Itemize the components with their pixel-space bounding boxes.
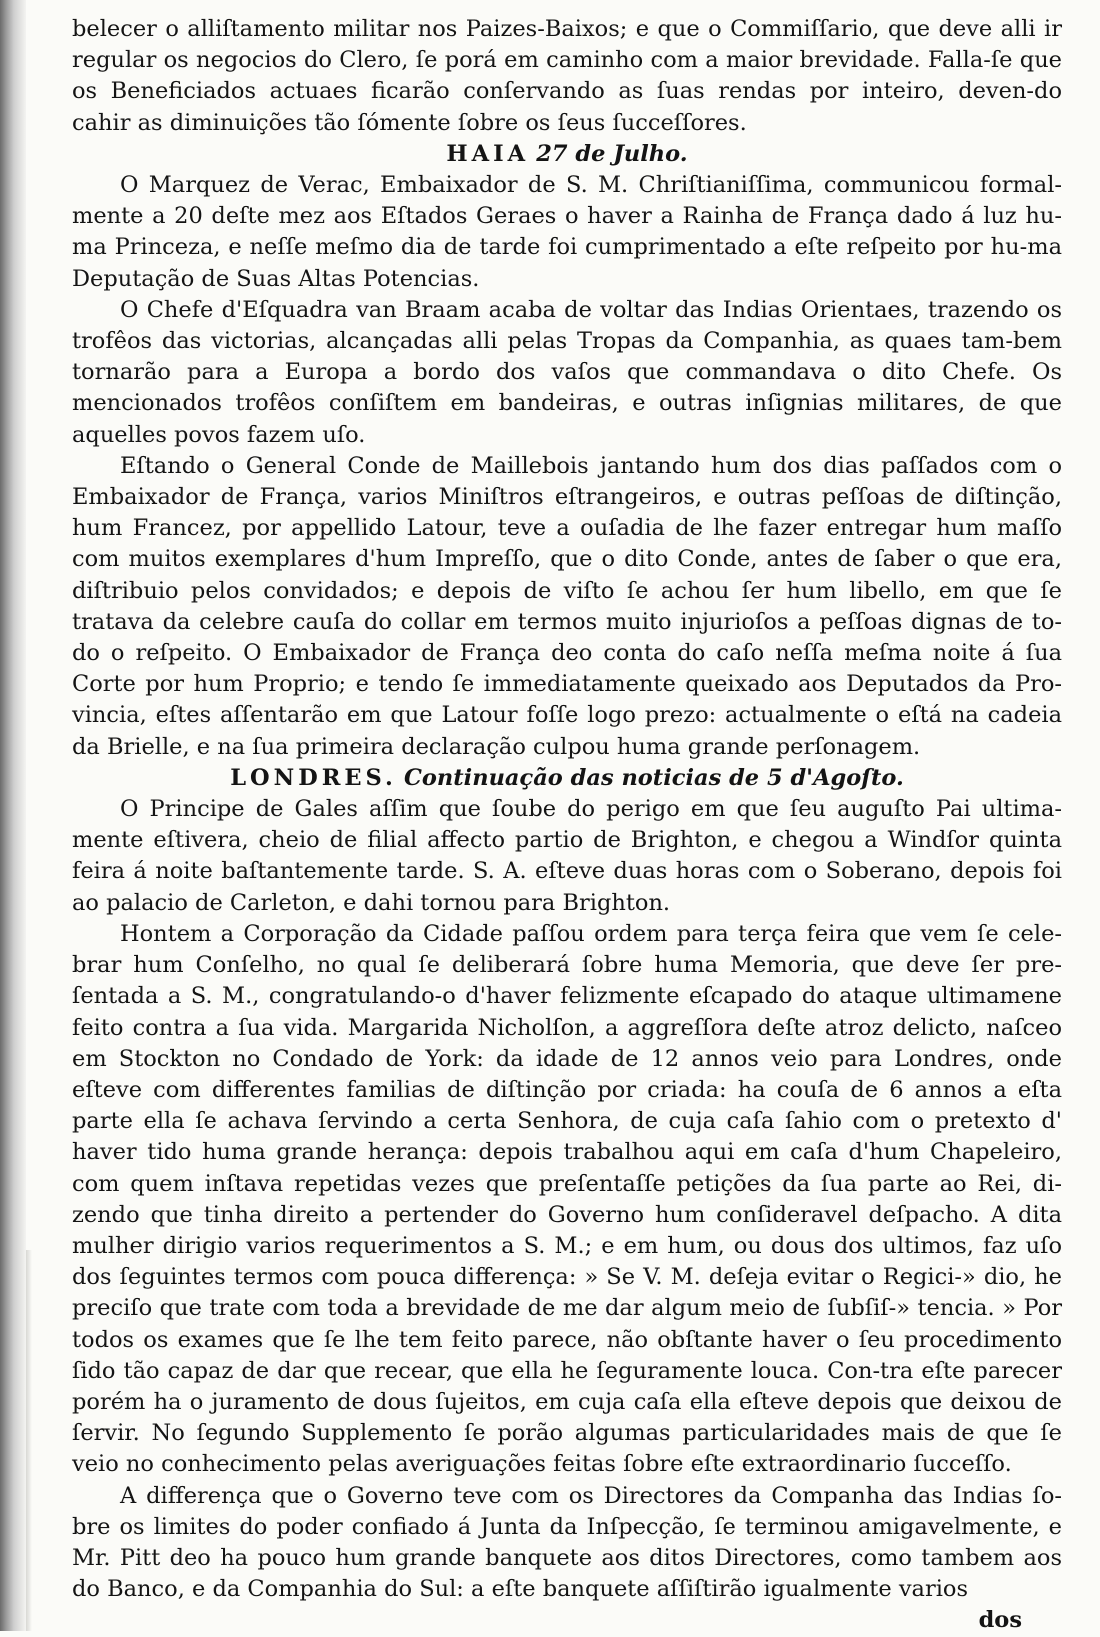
catchword: dos [978, 1607, 1022, 1634]
page-curl-shadow [26, 1250, 32, 1631]
dateline-city: HAIA [446, 140, 530, 167]
gazette-page [72, 14, 1062, 1637]
paragraph-van-braam: O Chefe d'Eſquadra van Braam acaba de voltar das Indias Orientaes, trazendo os trofêos das victorias, alcançadas alli pelas Tropas da Companhia, as quaes tam-bem tornarão para a Europa a bordo dos vaſos que commandava o dito Chefe. Os mencionados trofêos conſiſtem em bandeiras, e outras inſignias militares, de que aquelles povos fazem uſo. [72, 296, 1062, 448]
dateline-haia [72, 139, 1062, 170]
dateline-londres [72, 763, 1062, 794]
paragraph-continuation: belecer o alliſtamento militar nos Paizes-Baixos; e que o Commiſſario, que deve alli ir regular os negocios do Clero, ſe porá em caminho com a maior brevidade. Falla-ſe que os Beneficiados actuaes ficarão conſervando as ſuas rendas por inteiro, deven-do cahir as diminuições tão ſómente ſobre os ſeus ſucceſſores. [72, 16, 1062, 136]
page-binding-shadow [0, 0, 26, 1631]
paragraph-nicholson: Hontem a Corporação da Cidade paſſou ordem para terça feira que vem ſe cele-brar hum Conſelho, no qual ſe deliberará ſobre huma Memoria, que deve ſer pre-ſentada a S. M., congratulando-o d'haver felizmente eſcapado do ataque ultimamene feito contra a ſua vida. Margarida Nicholſon, a aggreſſora deſte atroz delicto, naſceo em Stockton no Condado de York: da idade de 12 annos veio para Londres, onde eſteve com differentes familias de diſtinção por criada: ha couſa de 6 annos a eſta parte ella ſe achava ſervindo a certa Senhora, de cuja caſa ſahio com o pretexto d' haver tido huma grande herança: depois trabalhou aqui em caſa d'hum Chapeleiro, com quem inſtava repetidas vezes que preſentaſſe petições da ſua parte ao Rei, di-zendo que tinha direito a pertender do Governo hum conſideravel deſpacho. A dita mulher dirigio varios requerimentos a S. M.; e em hum, ou dous dos ultimos, faz uſo dos ſeguintes termos com pouca differença: » Se V. M. deſeja evitar o Regici-» dio, he preciſo que trate com toda a brevidade de me dar algum meio de ſubſiſ-» tencia. » Por todos os exames que ſe lhe tem feito parece, não obſtante haver o ſeu procedimento ſido tão capaz de dar que recear, que ella he ſeguramente louca. Con-tra eſte parecer porém ha o juramento de dous ſujeitos, em cuja caſa ella eſteve depois que deixou de ſervir. No ſegundo Supplemento ſe porão algumas particularidades mais de que ſe veio no conhecimento pelas averiguações feitas ſobre eſte extraordinario ſucceſſo. [72, 920, 1062, 1478]
dateline-city: LONDRES. [230, 764, 397, 791]
paragraph-companhia-indias: A differença que o Governo teve com os Directores da Companha das Indias ſo-bre os limites do poder confiado á Junta da Inſpecção, ſe terminou amigavelmente, e Mr. Pitt deo ha pouco hum grande banquete aos ditos Directores, como tambem aos do Banco, e da Companhia do Sul: a eſte banquete aſſiſtirão igualmente varios [72, 1482, 1062, 1603]
paragraph-verac: O Marquez de Verac, Embaixador de S. M. Chriſtianiſſima, communicou formal-mente a 20 deſte mez aos Eſtados Geraes o haver a Rainha de França dado á luz hu-ma Princeza, e neſſe meſmo dia de tarde foi cumprimentado a eſte reſpeito por hu-ma Deputação de Suas Altas Potencias. [72, 172, 1062, 292]
paragraph-principe-gales: O Principe de Gales aſſim que ſoube do perigo em que ſeu auguſto Pai ultima-mente eſtivera, cheio de filial affecto partio de Brighton, e chegou a Windſor quinta feira á noite baſtantemente tarde. S. A. eſteve duas horas com o Soberano, depois foi ao palacio de Carleton, e dahi tornou para Brighton. [72, 796, 1062, 916]
dateline-date: 27 de Julho. [536, 140, 688, 167]
paragraph-maillebois: Eſtando o General Conde de Maillebois jantando hum dos dias paſſados com o Embaixador de França, varios Miniſtros eſtrangeiros, e outras peſſoas de diſtinção, hum Francez, por appellido Latour, teve a ouſadia de lhe fazer entregar hum maſſo com muitos exemplares d'hum Impreſſo, que o dito Conde, antes de ſaber o que era, diſtribuio pelos convidados; e depois de viſto ſe achou ſer hum libello, em que ſe tratava da celebre cauſa do collar em termos muito injurioſos a peſſoas dignas de to-do o reſpeito. O Embaixador de França deo conta do caſo neſſa meſma noite á ſua Corte por hum Proprio; e tendo ſe immediatamente queixado aos Deputados da Pro-vincia, eſtes aſſentarão em que Latour foſſe logo prezo: actualmente o eſtá na cadeia da Brielle, e na ſua primeira declaração culpou huma grande perſonagem. [72, 452, 1062, 760]
dateline-subtitle: Continuação das noticias de 5 d'Agoſto. [404, 764, 904, 791]
